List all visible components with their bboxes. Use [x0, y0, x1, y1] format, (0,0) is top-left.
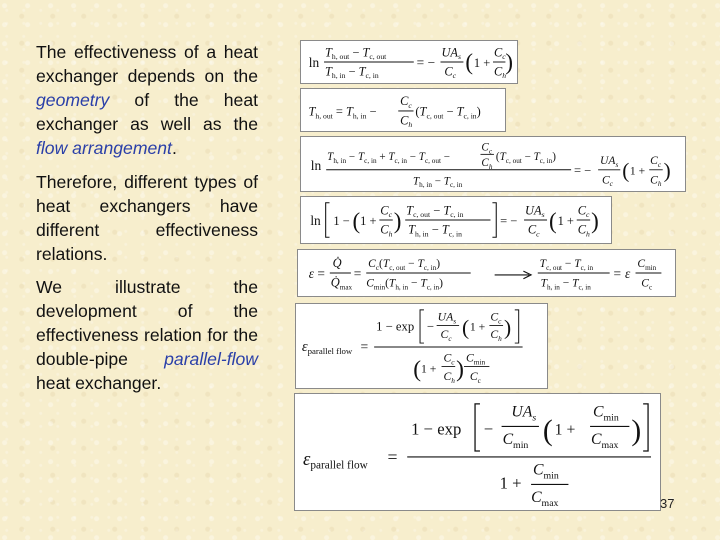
svg-text:1 − exp: 1 − exp	[411, 419, 462, 439]
svg-text:1 +: 1 +	[557, 213, 574, 228]
svg-text:): )	[663, 158, 671, 183]
svg-text:=: =	[317, 265, 325, 281]
equation-render	[295, 394, 660, 510]
svg-text:Ch: $C_h$	[493, 64, 507, 81]
svg-text:UAs: $UA_s$	[437, 310, 457, 326]
svg-text:): )	[504, 315, 512, 340]
svg-text:Cmax: $C_{max}$	[531, 489, 559, 510]
svg-text:Cmin: $C_{min}$	[637, 258, 657, 273]
svg-text:Cc: $C_c$	[481, 141, 493, 156]
svg-text:Cc: $C_c$	[577, 203, 590, 220]
svg-text:Tc, out − Tc, in: $T_{c, out} - T_{c, in}$	[539, 258, 594, 273]
svg-text:ln: ln	[310, 157, 322, 173]
equation-log-temperature-ratio	[300, 40, 518, 84]
svg-text:Cmin: $C_{min}$	[502, 431, 529, 452]
svg-text:Ch: $C_h$	[380, 222, 393, 239]
svg-text:UAs: $UA_s$	[511, 403, 537, 424]
paragraph-illustrate-development	[36, 275, 258, 395]
svg-text:Cc: $C_c$	[443, 351, 455, 367]
svg-text:Cc: $C_c$	[650, 154, 662, 169]
equation-hot-outlet-temperature	[300, 88, 506, 132]
svg-text:1 +: 1 +	[554, 421, 576, 439]
highlight-geometry: geometry	[36, 90, 110, 110]
svg-text:Cc: $C_c$	[527, 222, 540, 239]
paragraph-text: .	[171, 138, 177, 158]
paragraph-text: The effectiveness of a heat exchanger depends on the	[36, 42, 258, 86]
svg-text:Th, in − Tc, in: $T_{h, in} - T_{c, in}$	[412, 175, 463, 190]
svg-text:1 − exp: 1 − exp	[376, 319, 415, 334]
svg-text:εparallel flow: $\varepsilon_{parallel flow}$	[301, 338, 353, 356]
svg-text:(Tc, out − Tc, in): $(T_{c, out} - T_{c, in})$	[415, 104, 481, 121]
svg-text:ε: ε	[624, 265, 631, 281]
svg-text:=: =	[360, 338, 369, 354]
svg-text:Tc, out − Tc, in: $T_{c, out} - T_{c, in}$	[406, 203, 464, 220]
equation-render	[301, 197, 611, 243]
svg-text:Ch: $C_h$	[443, 370, 455, 386]
svg-text:UAs: $UA_s$	[441, 45, 461, 62]
svg-text:Cmax: $C_{max}$	[591, 431, 619, 452]
svg-text:Th, out = Th, in −: $T_{h, out} = T_{h, in}$ −	[308, 104, 377, 121]
svg-text:Cmin: $C_{min}$	[533, 461, 559, 482]
svg-text:(: (	[352, 208, 361, 234]
svg-text:1 +: 1 +	[629, 164, 646, 178]
svg-text:Ch: $C_h$	[400, 113, 413, 130]
svg-text:Q̇: Q̇	[332, 256, 342, 271]
svg-text:Cc: $C_c$	[493, 45, 506, 62]
equation-render	[298, 250, 675, 296]
svg-text:1 +: 1 +	[499, 473, 522, 493]
svg-text:ε: ε	[308, 265, 315, 281]
svg-text:Cc: $C_c$	[469, 370, 481, 386]
paragraph-text: We illustrate the development of the effectiveness relation for the double-pipe	[36, 277, 258, 369]
equation-parallel-flow-final	[294, 393, 661, 511]
svg-text:(: (	[465, 49, 473, 75]
svg-text:Cc: $C_c$	[490, 310, 502, 326]
svg-text:UAs: $UA_s$	[525, 203, 545, 220]
svg-text:): )	[631, 415, 642, 448]
svg-text:=: =	[387, 446, 398, 467]
svg-text:ln: ln	[310, 212, 321, 228]
svg-text:1 +: 1 +	[360, 213, 377, 228]
svg-text:Cmin: $C_{min}$	[465, 351, 486, 367]
svg-text:εparallel flow: $\varepsilon_{parallel flow}$	[303, 448, 368, 472]
svg-text:= −: = −	[574, 163, 592, 178]
svg-text:Th, in − Tc, in + Tc, in − Tc,: $T_{h, in} - T_{c, in} + T_{c, in} - T_{c, out}$ −	[327, 151, 451, 166]
highlight-parallel-flow: parallel-flow	[164, 349, 258, 369]
svg-text:Cc(Tc, out − Tc, in): $C_c(T_{c, out} - T_{c, in})$	[368, 258, 441, 273]
paragraph-text: heat exchanger.	[36, 373, 162, 393]
svg-text:Ch: $C_h$	[577, 222, 590, 239]
paragraph-effectiveness-depends	[36, 40, 258, 160]
svg-text:ln: ln	[308, 54, 320, 70]
svg-text:1 +: 1 +	[469, 320, 486, 334]
svg-text:Cc: $C_c$	[400, 94, 412, 111]
svg-text:1 −: 1 −	[333, 213, 350, 228]
svg-text:Cc: $C_c$	[380, 203, 392, 220]
equation-substituted-log	[300, 136, 686, 192]
equation-render	[296, 304, 547, 388]
svg-text:Th, in − Tc, in: $T_{h, in} - T_{c, in}$	[325, 64, 379, 81]
svg-text:(: (	[548, 208, 557, 234]
svg-text:Ch: $C_h$	[481, 156, 493, 171]
svg-text:(: (	[542, 415, 553, 448]
paragraph-different-types: Therefore, different types of heat exchangers have different effectiveness relations.	[36, 172, 258, 264]
svg-text:Cc: $C_c$	[601, 173, 613, 189]
svg-text:Ch: $C_h$	[650, 173, 662, 189]
equation-effectiveness-definition	[297, 249, 676, 297]
svg-text:1 +: 1 +	[421, 362, 437, 376]
svg-text:Cc: $C_c$	[440, 328, 452, 344]
svg-text:1 +: 1 +	[473, 55, 491, 70]
svg-text:Cmin(Th, in − Tc, in): $C_{min}(T_{h, in} - T_{c, in})$	[366, 277, 443, 292]
svg-text:(: (	[413, 356, 422, 383]
svg-text:−: −	[483, 419, 494, 439]
svg-text:(: (	[462, 315, 470, 340]
svg-text:=: =	[353, 265, 362, 281]
svg-text:): )	[505, 49, 514, 75]
svg-text:= −: = −	[500, 213, 518, 228]
svg-text:Th, in − Tc, in: $T_{h, in} - T_{c, in}$	[408, 222, 462, 239]
svg-text:−: −	[426, 319, 435, 334]
svg-text:(Tc, out − Tc, in): $(T_{c, out} - T_{c, in})$	[495, 151, 556, 166]
svg-text:): )	[393, 208, 402, 234]
svg-text:): )	[591, 208, 599, 234]
svg-text:= −: = −	[416, 54, 436, 70]
equation-parallel-flow-intermediate	[295, 303, 548, 389]
equation-render	[301, 41, 517, 83]
paragraph-text: of the heat exchanger as well as the	[36, 90, 258, 134]
svg-text:Cmin: $C_{min}$	[593, 403, 619, 424]
svg-text:(: (	[622, 158, 630, 183]
svg-text:Cc: $C_c$	[641, 277, 653, 292]
svg-text:Q̇max: $Q̇_{max}$	[330, 275, 353, 292]
svg-text:Th, in − Tc, in: $T_{h, in} - T_{c, in}$	[540, 277, 591, 292]
svg-text:Cc: $C_c$	[444, 64, 456, 81]
svg-text:): )	[456, 356, 464, 383]
equation-simplified-log	[300, 196, 612, 244]
svg-text:UAs: $UA_s$	[600, 154, 619, 169]
equation-render	[301, 89, 505, 131]
svg-text:Ch: $C_h$	[490, 328, 502, 344]
svg-text:=: =	[613, 265, 622, 281]
page-number: 37	[660, 496, 675, 511]
svg-text:Th, out − Tc, out: $T_{h, out} - T_{c, out}$	[325, 45, 387, 62]
equation-render	[301, 137, 685, 191]
highlight-flow-arrangement: flow arrangement	[36, 138, 172, 158]
